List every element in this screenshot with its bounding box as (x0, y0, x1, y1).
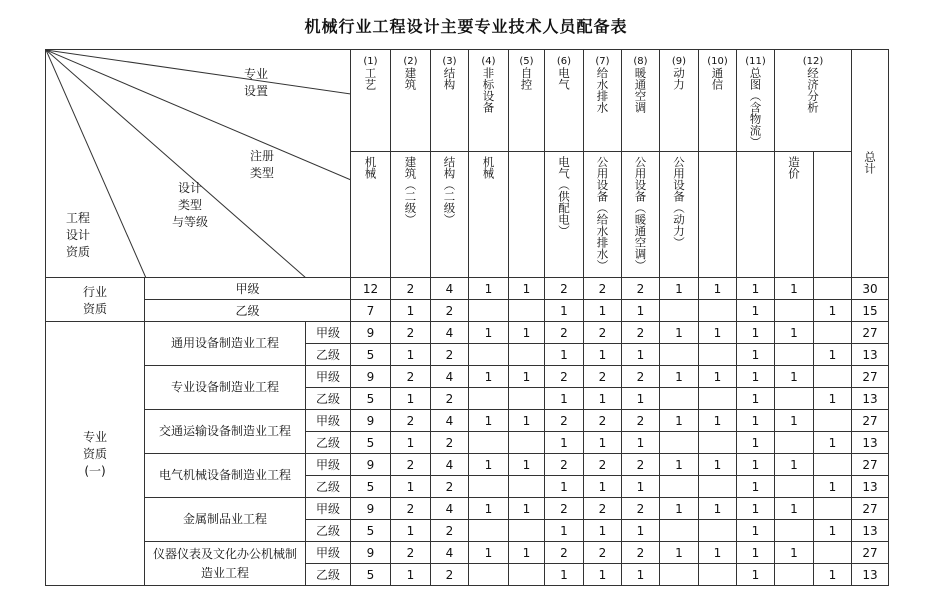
registration-type: 电气（供配电） (557, 156, 571, 237)
corner-label-registration: 注册 类型 (249, 149, 274, 180)
staff-count: 1 (545, 520, 584, 542)
staff-count: 5 (351, 564, 391, 586)
staff-count (509, 476, 545, 498)
specialty-number: (11) (745, 56, 766, 67)
staff-count: 1 (699, 410, 737, 432)
staff-count: 1 (545, 432, 584, 454)
registration-type: 造价 (787, 156, 801, 179)
staff-count: 9 (351, 322, 391, 344)
grade-cell: 乙级 (306, 388, 351, 410)
registration-type-cell (584, 152, 622, 278)
staff-count: 1 (584, 564, 622, 586)
staff-count (814, 410, 852, 432)
page-title: 机械行业工程设计主要专业技术人员配备表 (304, 17, 628, 36)
staff-count (509, 344, 545, 366)
staff-count: 2 (391, 366, 431, 388)
specialty-header (737, 50, 775, 152)
engineering-category: 金属制品业工程 (145, 498, 306, 542)
staff-count: 5 (351, 476, 391, 498)
staff-count: 1 (737, 432, 775, 454)
staff-count: 1 (584, 344, 622, 366)
staff-count: 9 (351, 542, 391, 564)
staff-count: 1 (509, 410, 545, 432)
staff-count: 1 (660, 542, 699, 564)
staff-count (814, 454, 852, 476)
specialty-header (509, 50, 545, 152)
total-value: 13 (852, 520, 889, 542)
staff-count: 5 (351, 388, 391, 410)
staff-count: 1 (737, 344, 775, 366)
staff-count: 1 (737, 322, 775, 344)
staff-count: 1 (660, 322, 699, 344)
registration-type-cell (622, 152, 660, 278)
table-row (46, 366, 889, 388)
staff-count: 1 (545, 388, 584, 410)
staff-count (509, 300, 545, 322)
staff-count: 1 (814, 300, 852, 322)
specialty-name: 总图（含物流） (748, 67, 763, 148)
table-row (46, 322, 889, 344)
registration-type: 机械 (481, 156, 496, 179)
registration-type: 公用设备（动力） (672, 156, 686, 248)
staff-count: 1 (775, 454, 814, 476)
staff-count: 1 (660, 278, 699, 300)
staff-count: 2 (431, 564, 469, 586)
total-value: 27 (852, 454, 889, 476)
staff-count: 2 (431, 344, 469, 366)
specialty-header (622, 50, 660, 152)
staff-count: 9 (351, 498, 391, 520)
grade-cell: 乙级 (306, 432, 351, 454)
specialty-name: 暖通空调 (633, 67, 648, 113)
staff-count: 2 (545, 322, 584, 344)
grade-cell: 甲级 (306, 366, 351, 388)
staff-count: 1 (814, 344, 852, 366)
staff-count (660, 388, 699, 410)
staff-count: 1 (775, 410, 814, 432)
staff-count: 4 (431, 322, 469, 344)
staff-count (699, 388, 737, 410)
staff-count (469, 476, 509, 498)
staff-count: 1 (737, 564, 775, 586)
staff-count: 2 (545, 542, 584, 564)
corner-label-design: 设计 类型 与等级 (171, 181, 208, 229)
staff-count: 2 (431, 300, 469, 322)
registration-type-cell (431, 152, 469, 278)
staff-count: 4 (431, 278, 469, 300)
staffing-table (45, 49, 889, 586)
specialty-number: (4) (481, 56, 496, 67)
staff-count: 1 (814, 564, 852, 586)
staff-count: 1 (584, 476, 622, 498)
total-value: 13 (852, 476, 889, 498)
registration-type-cell (814, 152, 852, 278)
staff-count: 1 (469, 322, 509, 344)
grade-cell: 乙级 (306, 564, 351, 586)
total-value: 13 (852, 432, 889, 454)
grade-cell: 甲级 (306, 410, 351, 432)
staff-count: 1 (545, 564, 584, 586)
staff-count: 1 (775, 498, 814, 520)
staff-count (775, 388, 814, 410)
staff-count: 2 (622, 498, 660, 520)
staff-count: 2 (584, 366, 622, 388)
staff-count (699, 564, 737, 586)
staff-count: 1 (622, 344, 660, 366)
staff-count: 2 (584, 498, 622, 520)
specialty-header (660, 50, 699, 152)
staff-count (699, 432, 737, 454)
staff-count (699, 300, 737, 322)
staff-count: 1 (814, 432, 852, 454)
staff-count: 1 (622, 432, 660, 454)
staff-count: 1 (545, 344, 584, 366)
grade-cell: 甲级 (306, 322, 351, 344)
specialty-header (391, 50, 431, 152)
staff-count: 2 (584, 322, 622, 344)
specialty-name: 自控 (519, 67, 534, 90)
total-value: 30 (852, 278, 889, 300)
staff-count: 1 (660, 454, 699, 476)
staff-count (509, 388, 545, 410)
specialty-number: (1) (363, 56, 378, 67)
staff-count: 1 (584, 388, 622, 410)
staff-count (814, 542, 852, 564)
staff-count (775, 300, 814, 322)
grade-cell: 甲级 (306, 498, 351, 520)
specialty-name: 动力 (672, 67, 686, 90)
staff-count: 1 (737, 542, 775, 564)
staff-count (660, 520, 699, 542)
staff-count: 1 (699, 542, 737, 564)
staff-count (509, 432, 545, 454)
staff-count: 1 (622, 564, 660, 586)
total-value: 27 (852, 542, 889, 564)
staff-count (660, 476, 699, 498)
staff-count: 1 (737, 498, 775, 520)
staff-count: 1 (545, 476, 584, 498)
staff-count: 1 (469, 498, 509, 520)
staff-count: 1 (584, 432, 622, 454)
staff-count (814, 322, 852, 344)
registration-type: 建筑（二级） (403, 156, 418, 225)
staff-count: 1 (775, 366, 814, 388)
engineering-category: 专业设备制造业工程 (145, 366, 306, 410)
staff-count: 1 (509, 542, 545, 564)
staff-count: 1 (775, 322, 814, 344)
specialty-number: (12) (802, 56, 824, 67)
specialty-number: (3) (442, 56, 457, 67)
engineering-category: 电气机械设备制造业工程 (145, 454, 306, 498)
staff-count (775, 520, 814, 542)
table-row (46, 300, 889, 322)
corner-label-qualification: 工程 设计 资质 (65, 211, 90, 259)
staff-count: 2 (391, 322, 431, 344)
specialty-header (775, 50, 852, 152)
staff-count: 1 (509, 498, 545, 520)
total-label: 总计 (863, 150, 877, 174)
staff-count (660, 300, 699, 322)
staff-count: 1 (660, 366, 699, 388)
specialty-number: (6) (556, 56, 572, 67)
staff-count: 9 (351, 410, 391, 432)
staff-count: 2 (622, 322, 660, 344)
staff-count: 9 (351, 366, 391, 388)
registration-type: 公用设备（给水排水） (595, 156, 610, 271)
specialty-name: 工艺 (363, 67, 378, 90)
staff-count: 1 (391, 520, 431, 542)
industry-qualification-label: 行业 资质 (46, 278, 145, 322)
staff-count: 1 (737, 300, 775, 322)
staff-count: 1 (699, 366, 737, 388)
staff-count (775, 344, 814, 366)
staff-count: 1 (814, 388, 852, 410)
staff-count: 2 (391, 278, 431, 300)
table-row (46, 278, 889, 300)
staff-count: 1 (509, 322, 545, 344)
staff-count (814, 498, 852, 520)
specialty-header (469, 50, 509, 152)
staff-count: 4 (431, 366, 469, 388)
staff-count: 2 (431, 388, 469, 410)
total-value: 27 (852, 366, 889, 388)
specialty-number: (7) (595, 56, 610, 67)
staff-count: 1 (737, 278, 775, 300)
staff-count: 1 (545, 300, 584, 322)
staff-count: 1 (814, 476, 852, 498)
specialty-header (431, 50, 469, 152)
engineering-category: 交通运输设备制造业工程 (145, 410, 306, 454)
staff-count: 2 (545, 410, 584, 432)
staff-count: 2 (391, 498, 431, 520)
total-value: 13 (852, 564, 889, 586)
staff-count: 1 (737, 366, 775, 388)
specialty-name: 通信 (710, 67, 725, 90)
staff-count: 2 (584, 278, 622, 300)
specialty-number: (5) (519, 56, 534, 67)
registration-type: 机械 (363, 156, 378, 179)
engineering-category: 通用设备制造业工程 (145, 322, 306, 366)
registration-type-cell (660, 152, 699, 278)
staff-count: 2 (622, 542, 660, 564)
staff-count: 2 (584, 542, 622, 564)
staff-count: 2 (431, 520, 469, 542)
staff-count: 1 (391, 564, 431, 586)
staff-count: 1 (622, 300, 660, 322)
staff-count (814, 366, 852, 388)
staff-count: 1 (814, 520, 852, 542)
staff-count (469, 388, 509, 410)
staff-count: 1 (775, 542, 814, 564)
total-value: 15 (852, 300, 889, 322)
staff-count: 1 (509, 454, 545, 476)
specialty-name: 电气 (557, 67, 571, 90)
total-header (852, 50, 889, 278)
grade-cell: 甲级 (306, 542, 351, 564)
staff-count: 1 (699, 278, 737, 300)
table-row (46, 454, 889, 476)
staff-count (699, 344, 737, 366)
specialty-header (699, 50, 737, 152)
grade-cell: 甲级 (145, 278, 351, 300)
staff-count: 1 (660, 498, 699, 520)
staff-count: 12 (351, 278, 391, 300)
staff-count: 1 (469, 366, 509, 388)
total-value: 13 (852, 344, 889, 366)
table-row (46, 410, 889, 432)
total-value: 13 (852, 388, 889, 410)
registration-type-cell (509, 152, 545, 278)
staff-count: 4 (431, 542, 469, 564)
staff-count: 1 (391, 476, 431, 498)
staff-count: 2 (584, 454, 622, 476)
staff-count (814, 278, 852, 300)
staff-count (469, 344, 509, 366)
staff-count (469, 300, 509, 322)
specialty-name: 经济分析 (806, 67, 820, 113)
registration-type-cell (775, 152, 814, 278)
specialty-number: (10) (707, 56, 728, 67)
specialty-number: (8) (633, 56, 648, 67)
staff-count: 1 (509, 366, 545, 388)
staff-count: 1 (584, 300, 622, 322)
grade-cell: 乙级 (306, 344, 351, 366)
specialty-header (351, 50, 391, 152)
grade-cell: 乙级 (306, 476, 351, 498)
engineering-category: 仪器仪表及文化办公机械制造业工程 (145, 542, 306, 586)
registration-type: 结构（二级） (442, 156, 457, 225)
corner-header (46, 50, 351, 278)
staff-count: 4 (431, 454, 469, 476)
staff-count: 2 (391, 542, 431, 564)
staff-count: 1 (469, 454, 509, 476)
staff-count (509, 520, 545, 542)
specialty-name: 非标设备 (481, 67, 496, 113)
staff-count (699, 476, 737, 498)
staff-count (775, 564, 814, 586)
staff-count: 4 (431, 498, 469, 520)
staff-count: 1 (391, 388, 431, 410)
staff-count: 5 (351, 520, 391, 542)
staff-count (699, 520, 737, 542)
registration-type-cell (699, 152, 737, 278)
registration-type-cell (351, 152, 391, 278)
staff-count: 1 (737, 410, 775, 432)
staff-count: 1 (469, 410, 509, 432)
staff-count (660, 344, 699, 366)
staff-count (775, 432, 814, 454)
staff-count: 1 (699, 498, 737, 520)
staff-count: 1 (509, 278, 545, 300)
grade-cell: 乙级 (306, 520, 351, 542)
specialty-number: (9) (671, 56, 687, 67)
specialty-number: (2) (403, 56, 418, 67)
staff-count: 7 (351, 300, 391, 322)
staff-count: 2 (431, 432, 469, 454)
specialty-header (545, 50, 584, 152)
staff-count: 2 (622, 366, 660, 388)
staff-count: 5 (351, 432, 391, 454)
staff-count: 1 (699, 454, 737, 476)
staff-count: 2 (584, 410, 622, 432)
staff-count: 1 (391, 432, 431, 454)
staff-count: 1 (737, 520, 775, 542)
staff-count: 1 (622, 476, 660, 498)
staff-count (469, 564, 509, 586)
total-value: 27 (852, 322, 889, 344)
staff-count: 1 (622, 520, 660, 542)
staff-count: 2 (545, 498, 584, 520)
staff-count (509, 564, 545, 586)
grade-cell: 乙级 (145, 300, 351, 322)
staff-count: 4 (431, 410, 469, 432)
staff-count: 2 (622, 278, 660, 300)
staff-count (469, 432, 509, 454)
specialty-header (584, 50, 622, 152)
grade-cell: 甲级 (306, 454, 351, 476)
staff-count: 1 (391, 300, 431, 322)
registration-type-cell (469, 152, 509, 278)
staff-count: 2 (545, 366, 584, 388)
staff-count: 2 (391, 410, 431, 432)
staff-count: 2 (391, 454, 431, 476)
corner-label-specialty: 专业 设置 (243, 67, 268, 98)
registration-type-cell (391, 152, 431, 278)
staff-count: 1 (391, 344, 431, 366)
staff-count: 1 (622, 388, 660, 410)
registration-type: 公用设备（暖通空调） (633, 156, 648, 271)
staff-count: 9 (351, 454, 391, 476)
staff-count: 2 (431, 476, 469, 498)
staff-count: 1 (699, 322, 737, 344)
specialty-name: 结构 (442, 67, 457, 90)
staff-count (469, 520, 509, 542)
staff-count: 1 (737, 388, 775, 410)
staff-count (660, 564, 699, 586)
specialty-qualification-label: 专业 资质 (一) (46, 322, 145, 586)
staff-count: 1 (660, 410, 699, 432)
registration-type-cell (545, 152, 584, 278)
staff-count: 1 (737, 476, 775, 498)
table-row (46, 498, 889, 520)
staff-count: 1 (584, 520, 622, 542)
staff-count (775, 476, 814, 498)
table-row (46, 542, 889, 564)
staff-count: 1 (737, 454, 775, 476)
total-value: 27 (852, 498, 889, 520)
staff-count: 2 (545, 454, 584, 476)
specialty-name: 给水排水 (595, 67, 610, 113)
staff-count: 2 (545, 278, 584, 300)
staff-count: 1 (775, 278, 814, 300)
staff-count (660, 432, 699, 454)
specialty-name: 建筑 (403, 67, 418, 90)
staff-count: 1 (469, 542, 509, 564)
registration-type-cell (737, 152, 775, 278)
total-value: 27 (852, 410, 889, 432)
staff-count: 5 (351, 344, 391, 366)
staff-count: 1 (469, 278, 509, 300)
staff-count: 2 (622, 454, 660, 476)
staff-count: 2 (622, 410, 660, 432)
